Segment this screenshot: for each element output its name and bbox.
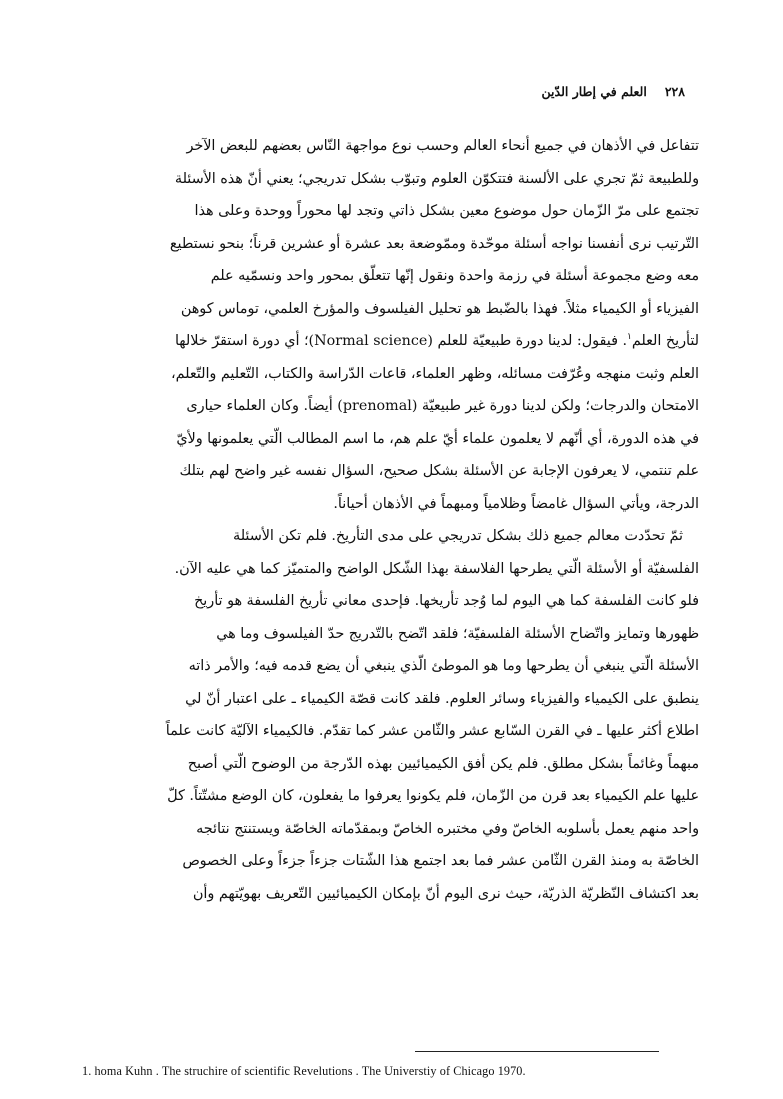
text-line: علم تنتمي، لا يعرفون الإجابة عن الأسئلة بشكل صحيح، السؤال نفسه غير واضح لهم بتلك xyxy=(179,463,699,479)
text-line: الخاصّة به ومنذ القرن الثّامن عشر فما بعد اجتمع هذا الشّتات جزءاً جزءاً وعلى الخصوص xyxy=(182,853,699,869)
text-fragment: . فيقول: لدينا دورة طبيعيّة للعلم (Normal science)؛ أي دورة استقرّ خلالها xyxy=(174,333,627,349)
text-line: الأسئلة الّتي ينبغي أن يطرحها وما هو الموطئ الّذي ينبغي أن يضع قدمه فيه؛ والأمر ذاته xyxy=(188,658,699,674)
text-line: تجتمع على مرّ الزّمان حول موضوع معين بشكل ذاتي وتجد لها محوراً ووحدة وعلى هذا xyxy=(194,203,699,219)
text-line: تتفاعل في الأذهان في جميع أنحاء العالم وحسب نوع مواجهة النّاس بعضهم للبعض الآخر xyxy=(186,138,699,154)
text-line: الدرجة، ويأتي السؤال غامضاً وظلامياً ومبهماً في الأذهان أحياناً. xyxy=(333,495,699,512)
footnote: 1. homa Kuhn . The struchire of scientific Revelutions . The Universtiy of Chicago 1970. xyxy=(82,1064,526,1078)
footnote-divider xyxy=(415,1051,659,1052)
running-header xyxy=(485,84,685,99)
text-line xyxy=(82,325,699,358)
text-line: الفلسفيّة أو الأسئلة الّتي يطرحها الفلاسفة بهذا الشّكل الواضح والمتميّز كما هي عليه الآن. xyxy=(174,560,699,577)
text-line: معه وضع مجموعة أسئلة في رزمة واحدة ونقول إنّها تتعلّق بمحور واحد ونسمّيه علم xyxy=(210,268,699,284)
text-line: التّرتيب نرى أنفسنا نواجه أسئلة موحّدة وممّوضعة بعد عشرة أو عشرين قرناً؛ بنحو نستطيع xyxy=(169,235,699,252)
body-text xyxy=(82,130,699,910)
text-line: في هذه الدورة، أي أنّهم لا يعلمون علماء أيّ علم هم، ما اسم المطالب الّتي يعلمونها ولأيّ xyxy=(176,430,699,447)
text-line: واحد منهم يعمل بأسلوبه الخاصّ وفي مختبره الخاصّ وبمقدّماته الخاصّة ويستنتج نتائجه xyxy=(196,820,699,837)
text-fragment: لتأريخ العلم xyxy=(631,333,699,349)
text-line: وللطبيعة ثمّ تجري على الألسنة فتتكوّن العلوم وتبوّب بشكل تدريجي؛ يعني أنّ هذه الأسئلة xyxy=(174,170,699,187)
footnote-marker: ١ xyxy=(627,332,632,343)
running-title: العلم في إطار الدّين xyxy=(541,84,647,99)
text-line: بعد اكتشاف النّظريّة الذريّة، حيث نرى اليوم أنّ بإمكان الكيميائيين التّعريف بهويّتهم وأن xyxy=(192,885,699,902)
text-line: ثمّ تحدّدت معالم جميع ذلك بشكل تدريجي على مدى التأريخ. فلم تكن الأسئلة xyxy=(233,528,683,544)
text-line: فلو كانت الفلسفة كما هي اليوم لما وُجد تأريخها. فإحدى معاني تأريخ الفلسفة هو تأريخ xyxy=(194,593,699,609)
text-line: ينطبق على الكيمياء والفيزياء وسائر العلوم. فلقد كانت قصّة الكيمياء ـ على اعتبار أنّ لي xyxy=(185,690,699,707)
text-line: اطلاع أكثر عليها ـ في القرن السّابع عشر والثّامن عشر كما تقدّم. فالكيمياء الآليّة كانت علماً xyxy=(165,723,699,739)
text-line: مبهماً وغائماً بشكل مطلق. فلم يكن أفق الكيميائيين بهذه الدّرجة من الوضوح الّتي أصبح xyxy=(187,755,699,772)
text-line: ظهورها وتمايز واتّضاح الأسئلة الفلسفيّة؛ فلقد اتّضح بالتّدريج حدّ الفيلسوف وما هي xyxy=(216,625,699,642)
text-line: عليها علم الكيمياء بعد قرن من الزّمان، فلم يكونوا يعرفوا ما يفعلون، كان الوضع مشتّتاً. كلّ xyxy=(167,788,699,804)
page-number: ٢٢٨ xyxy=(664,84,685,99)
text-line: العلم وثبت منهجه وعُرّفت مسائله، وظهر العلماء، قاعات الدّراسة والكتاب، التّعليم والتّعلم، xyxy=(171,365,699,382)
text-line: الفيزياء أو الكيمياء مثلاً. فهذا بالضّبط هو تحليل الفيلسوف والمؤرخ العلمي، توماس كوهن xyxy=(180,300,699,317)
text-line: الامتحان والدرجات؛ ولكن لدينا دورة غير طبيعيّة (prenomal) أيضاً. وكان العلماء حيارى xyxy=(186,398,699,414)
